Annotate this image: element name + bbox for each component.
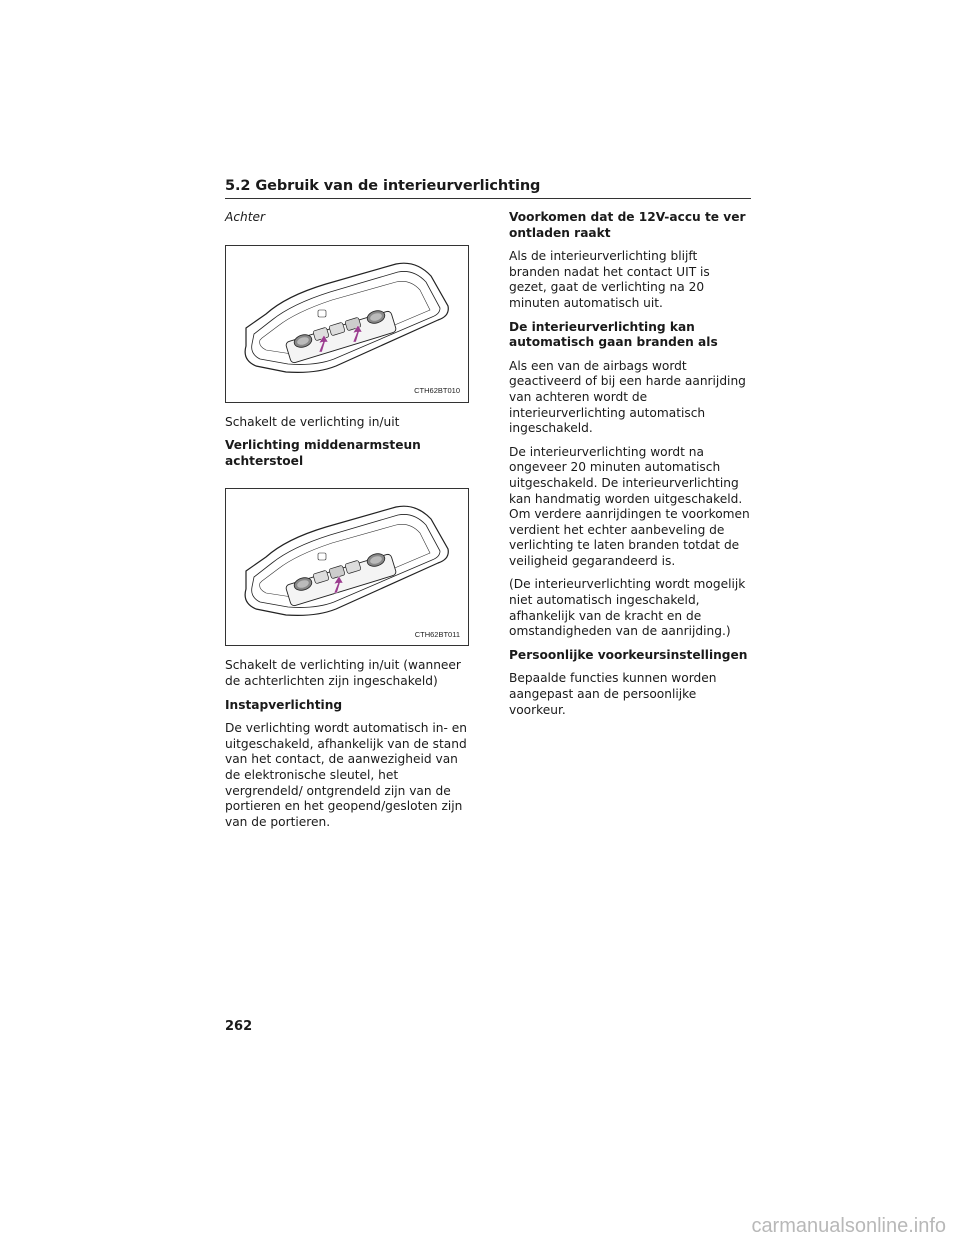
heading-auto-light: De interieurverlichting kan automatisch gaan branden als — [509, 319, 718, 350]
figure-code: CTH62BT010 — [414, 386, 460, 395]
right-column — [509, 210, 751, 726]
section-title: 5.2 Gebruik van de interieurverlichting — [225, 178, 541, 194]
body-text: Bepaalde functies kunnen worden aangepast aan de persoonlijke voorkeur. — [509, 671, 717, 717]
figure-caption: Schakelt de verlichting in/uit (wanneer de achterlichten zijn ingeschakeld) — [225, 658, 461, 688]
heading-battery: Voorkomen dat de 12V-accu te ver ontladen raakt — [509, 210, 746, 240]
body-text: De verlichting wordt automatisch in- en uitgeschakeld, afhankelijk van de stand van het contact, de aanwezigheid van de elektronische sleutel, het vergrendeld/ ontgrendeld zijn van de portieren en het geopend/gesloten zijn van de portieren. — [225, 721, 467, 829]
figure-caption: Schakelt de verlichting in/uit — [225, 414, 400, 429]
left-column — [225, 210, 467, 838]
body-text: Als de interieurverlichting blijft branden nadat het contact UIT is gezet, gaat de verlichting na 20 minuten automatisch uit. — [509, 249, 710, 310]
console-outer-shell — [245, 507, 448, 616]
overhead-console-illustration — [226, 489, 469, 646]
console-outer-shell — [245, 263, 448, 372]
overhead-console-illustration — [226, 246, 469, 403]
body-text: (De interieurverlichting wordt mogelijk niet automatisch ingeschakeld, afhankelijk van de kracht en de omstandigheden van de aanrijding.) — [509, 577, 746, 639]
figure-armrest-light — [225, 488, 469, 646]
header-rule — [225, 198, 751, 199]
heading-entry-light: Instapverlichting — [225, 697, 343, 712]
indicator-icon — [318, 553, 326, 560]
indicator-icon — [318, 310, 326, 317]
figure-code: CTH62BT011 — [414, 629, 460, 639]
label-rear: Achter — [225, 210, 266, 224]
section-header — [225, 178, 751, 199]
body-text: De interieurverlichting wordt na ongeveer 20 minuten automatisch uitgeschakeld. De interieurverlichting kan handmatig worden uitgeschakeld. Om verdere aanrijdingen te voorkomen verdient het echter aanbeveling de verlichting te laten branden totdat de veiligheid gegarandeerd is. — [509, 444, 750, 568]
page-number: 262 — [225, 1019, 253, 1034]
watermark: carmanualsonline.info — [751, 1215, 946, 1237]
heading-armrest-light: Verlichting middenarmsteun achterstoel — [225, 438, 421, 468]
heading-preferences: Persoonlijke voorkeursinstellingen — [509, 647, 748, 662]
figure-rear-light — [225, 245, 469, 403]
body-text: Als een van de airbags wordt geactiveerd of bij een harde aanrijding van achteren wordt de interieurverlichting automatisch ingeschakeld. — [509, 358, 746, 436]
